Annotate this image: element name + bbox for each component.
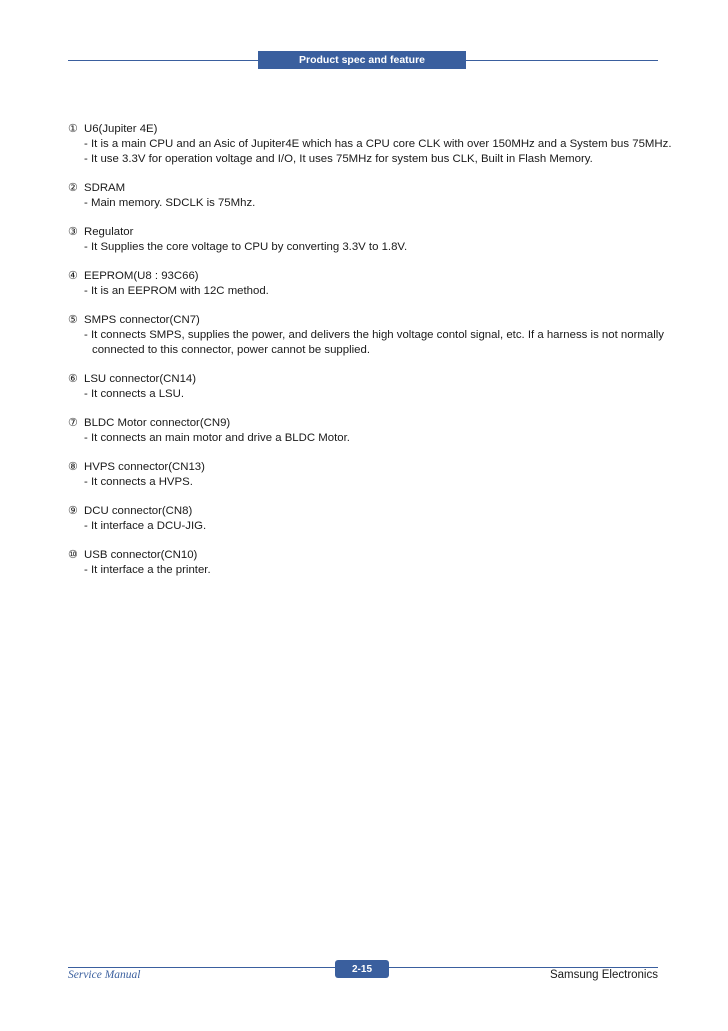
description-line: connected to this connector, power cannot be supplied. [92, 344, 370, 356]
description-line: - It connects an main motor and drive a BLDC Motor. [84, 432, 350, 444]
item-description [68, 519, 668, 534]
item-title: SMPS connector(CN7) [84, 314, 200, 326]
list-item [68, 372, 668, 402]
description-line: - It connects a HVPS. [84, 476, 193, 488]
item-description [68, 284, 668, 299]
footer-company: Samsung Electronics [549, 969, 658, 981]
item-number: ③ [68, 226, 78, 238]
list-item [68, 548, 668, 578]
item-heading [68, 122, 668, 137]
item-description [68, 240, 668, 255]
list-item [68, 416, 668, 446]
description-line: - It use 3.3V for operation voltage and I/O, It uses 75MHz for system bus CLK, Built in Flash Memory. [84, 153, 593, 165]
description-line: - It interface a the printer. [84, 564, 211, 576]
item-description [68, 328, 668, 358]
page-number-tab [335, 960, 389, 978]
item-number: ⑩ [68, 549, 78, 561]
item-heading [68, 460, 668, 475]
item-title: USB connector(CN10) [84, 549, 198, 561]
item-title: BLDC Motor connector(CN9) [84, 417, 231, 429]
item-description [68, 196, 668, 211]
description-line: - It connects SMPS, supplies the power, and delivers the high voltage contol signal, etc. If a harness is not normally [84, 329, 664, 341]
list-item [68, 225, 668, 255]
item-description [68, 431, 668, 446]
item-title: HVPS connector(CN13) [84, 461, 205, 473]
item-heading [68, 225, 668, 240]
item-description [68, 475, 668, 490]
item-number: ⑧ [68, 461, 78, 473]
list-item [68, 269, 668, 299]
item-number: ⑨ [68, 505, 78, 517]
description-line: - It is an EEPROM with 12C method. [84, 285, 269, 297]
item-heading [68, 416, 668, 431]
description-line: - It connects a LSU. [84, 388, 185, 400]
description-line: - Main memory. SDCLK is 75Mhz. [84, 197, 256, 209]
list-item [68, 122, 672, 167]
item-heading [68, 181, 668, 196]
component-list [68, 122, 672, 592]
item-heading [68, 269, 668, 284]
description-line: - It Supplies the core voltage to CPU by converting 3.3V to 1.8V. [84, 241, 408, 253]
item-description [68, 387, 668, 402]
description-line: - It is a main CPU and an Asic of Jupiter4E which has a CPU core CLK with over 150MHz and a System bus 75MHz. [84, 138, 672, 150]
item-number: ⑥ [68, 373, 78, 385]
item-title: U6(Jupiter 4E) [84, 123, 158, 135]
list-item [68, 460, 668, 490]
list-item [68, 504, 668, 534]
section-title: Product spec and feature [298, 54, 426, 66]
item-description [68, 563, 668, 578]
item-number: ④ [68, 270, 78, 282]
item-title: Regulator [84, 226, 134, 238]
item-title: DCU connector(CN8) [84, 505, 193, 517]
item-heading [68, 372, 668, 387]
list-item [68, 313, 668, 358]
item-description [68, 137, 672, 167]
item-number: ① [68, 123, 78, 135]
item-title: EEPROM(U8 : 93C66) [84, 270, 199, 282]
footer-manual-label: Service Manual [68, 969, 141, 981]
section-title-tab [258, 51, 466, 69]
item-number: ⑦ [68, 417, 78, 429]
item-title: LSU connector(CN14) [84, 373, 197, 385]
item-heading [68, 504, 668, 519]
description-line: - It interface a DCU-JIG. [84, 520, 207, 532]
item-heading [68, 313, 668, 328]
item-heading [68, 548, 668, 563]
item-title: SDRAM [84, 182, 126, 194]
page-number: 2-15 [351, 963, 372, 975]
item-number: ⑤ [68, 314, 78, 326]
item-number: ② [68, 182, 78, 194]
list-item [68, 181, 668, 211]
